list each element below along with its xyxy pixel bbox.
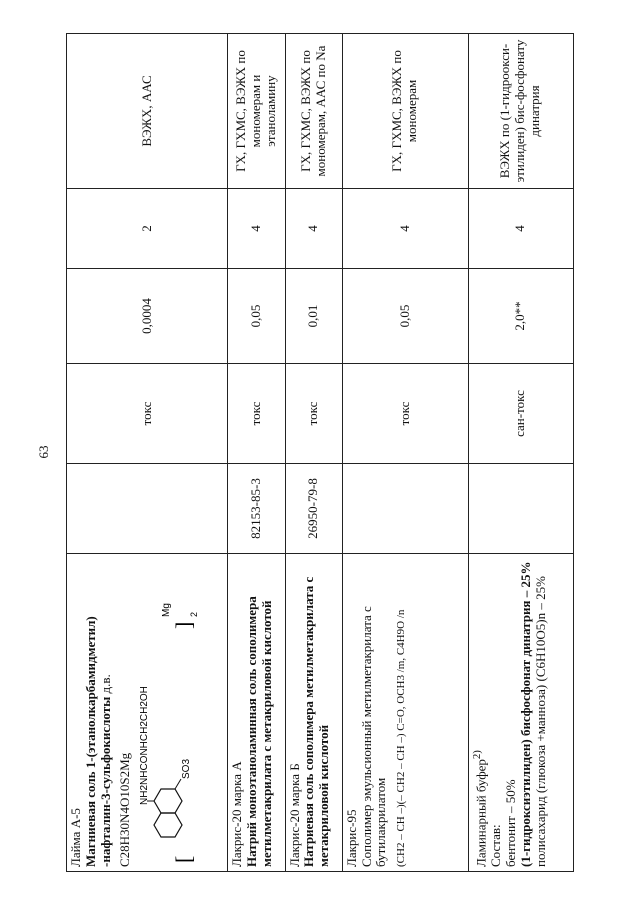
class-cell: 4 bbox=[285, 189, 342, 269]
cas-cell: 82153-85-3 bbox=[228, 464, 285, 554]
method-cell: ВЭЖХ по (1-гидроокси-этилиден) бис-фосфонату динатрия bbox=[468, 34, 573, 189]
table-row bbox=[67, 34, 228, 872]
tox-cell: сан-токс bbox=[468, 364, 573, 464]
value-cell: 2,0** bbox=[468, 269, 573, 364]
value-cell: 0,05 bbox=[228, 269, 285, 364]
method-cell: ГХ, ГХМС, ВЭЖХ по мономерам bbox=[342, 34, 468, 189]
copolymer-structure: (CH2 – CH –)(– CH2 – CH –) C=O, OCH3 /m, C4H9O /n bbox=[395, 609, 408, 867]
table-row bbox=[468, 34, 573, 872]
table-row bbox=[285, 34, 342, 872]
cas-cell: 26950-79-8 bbox=[285, 464, 342, 554]
cas-cell bbox=[67, 464, 228, 554]
page-number: 63 bbox=[36, 445, 51, 459]
tox-cell: токс bbox=[285, 364, 342, 464]
trade-name: Лайма А-5 bbox=[68, 808, 83, 867]
substance-name-cell: Ламинарный буфер$^{2)}$ Состав: бентонит – 50% (1-гидроксиэтилиден) бисфосфонат динатрия – 25% полисахарид (глюкоза +манноза) (C6H10O5)n – 25% bbox=[468, 554, 573, 872]
svg-text:[: [ bbox=[170, 855, 196, 863]
class-cell: 2 bbox=[67, 189, 228, 269]
class-cell: 4 bbox=[342, 189, 468, 269]
chemical-name: Магниевая соль 1-(этанолкарбамидметил) -нафталин-3-сульфокислоты д.в. bbox=[82, 616, 113, 867]
struct-mg-label: Mg bbox=[160, 603, 172, 617]
struct-side-chain-label: NH2NHCONHCH2CH2OH bbox=[138, 686, 150, 805]
table-row bbox=[228, 34, 285, 872]
structure-diagram bbox=[139, 567, 201, 867]
rotated-table-sheet bbox=[66, 34, 574, 872]
substance-name-cell bbox=[67, 554, 228, 872]
struct-so3-label: SO3 bbox=[180, 758, 192, 779]
substance-name-cell: Лакрис-20 марка Б Натриевая соль сополимера метилметакрилата с метакриловой кислотой bbox=[285, 554, 342, 872]
cas-cell bbox=[342, 464, 468, 554]
method-cell: ГХ, ГХМС, ВЭЖХ по мономерам и этаноламину bbox=[228, 34, 285, 189]
table-row bbox=[342, 34, 468, 872]
method-cell: ГХ, ГХМС, ВЭЖХ по мономерам, ААС по Na bbox=[285, 34, 342, 189]
substance-name-cell: Лакрис-20 марка А Натрий моноэтаноламинная соль сополимера метилметакрилата с метакриловой кислотой bbox=[228, 554, 285, 872]
class-cell: 4 bbox=[228, 189, 285, 269]
tox-cell: токс bbox=[342, 364, 468, 464]
chemical-formula: C28H30N4O10S2Mg bbox=[116, 752, 132, 867]
tox-cell: токс bbox=[228, 364, 285, 464]
value-cell: 0,0004 bbox=[67, 269, 228, 364]
value-cell: 0,05 bbox=[342, 269, 468, 364]
value-cell: 0,01 bbox=[285, 269, 342, 364]
struct-subscript-label: 2 bbox=[188, 611, 199, 617]
substance-name-cell: Лакрис-95 Сополимер эмульсионный метилметакрилата с бутилакрилатом (CH2 – CH –)(– CH2 – CH –) C=O, OCH3 /m, C4H9O /n bbox=[342, 554, 468, 872]
svg-text:]: ] bbox=[170, 621, 196, 629]
method-cell: ВЭЖХ, ААС bbox=[67, 34, 228, 189]
substance-table bbox=[66, 33, 574, 872]
class-cell: 4 bbox=[468, 189, 573, 269]
tox-cell: токс bbox=[67, 364, 228, 464]
cas-cell bbox=[468, 464, 573, 554]
